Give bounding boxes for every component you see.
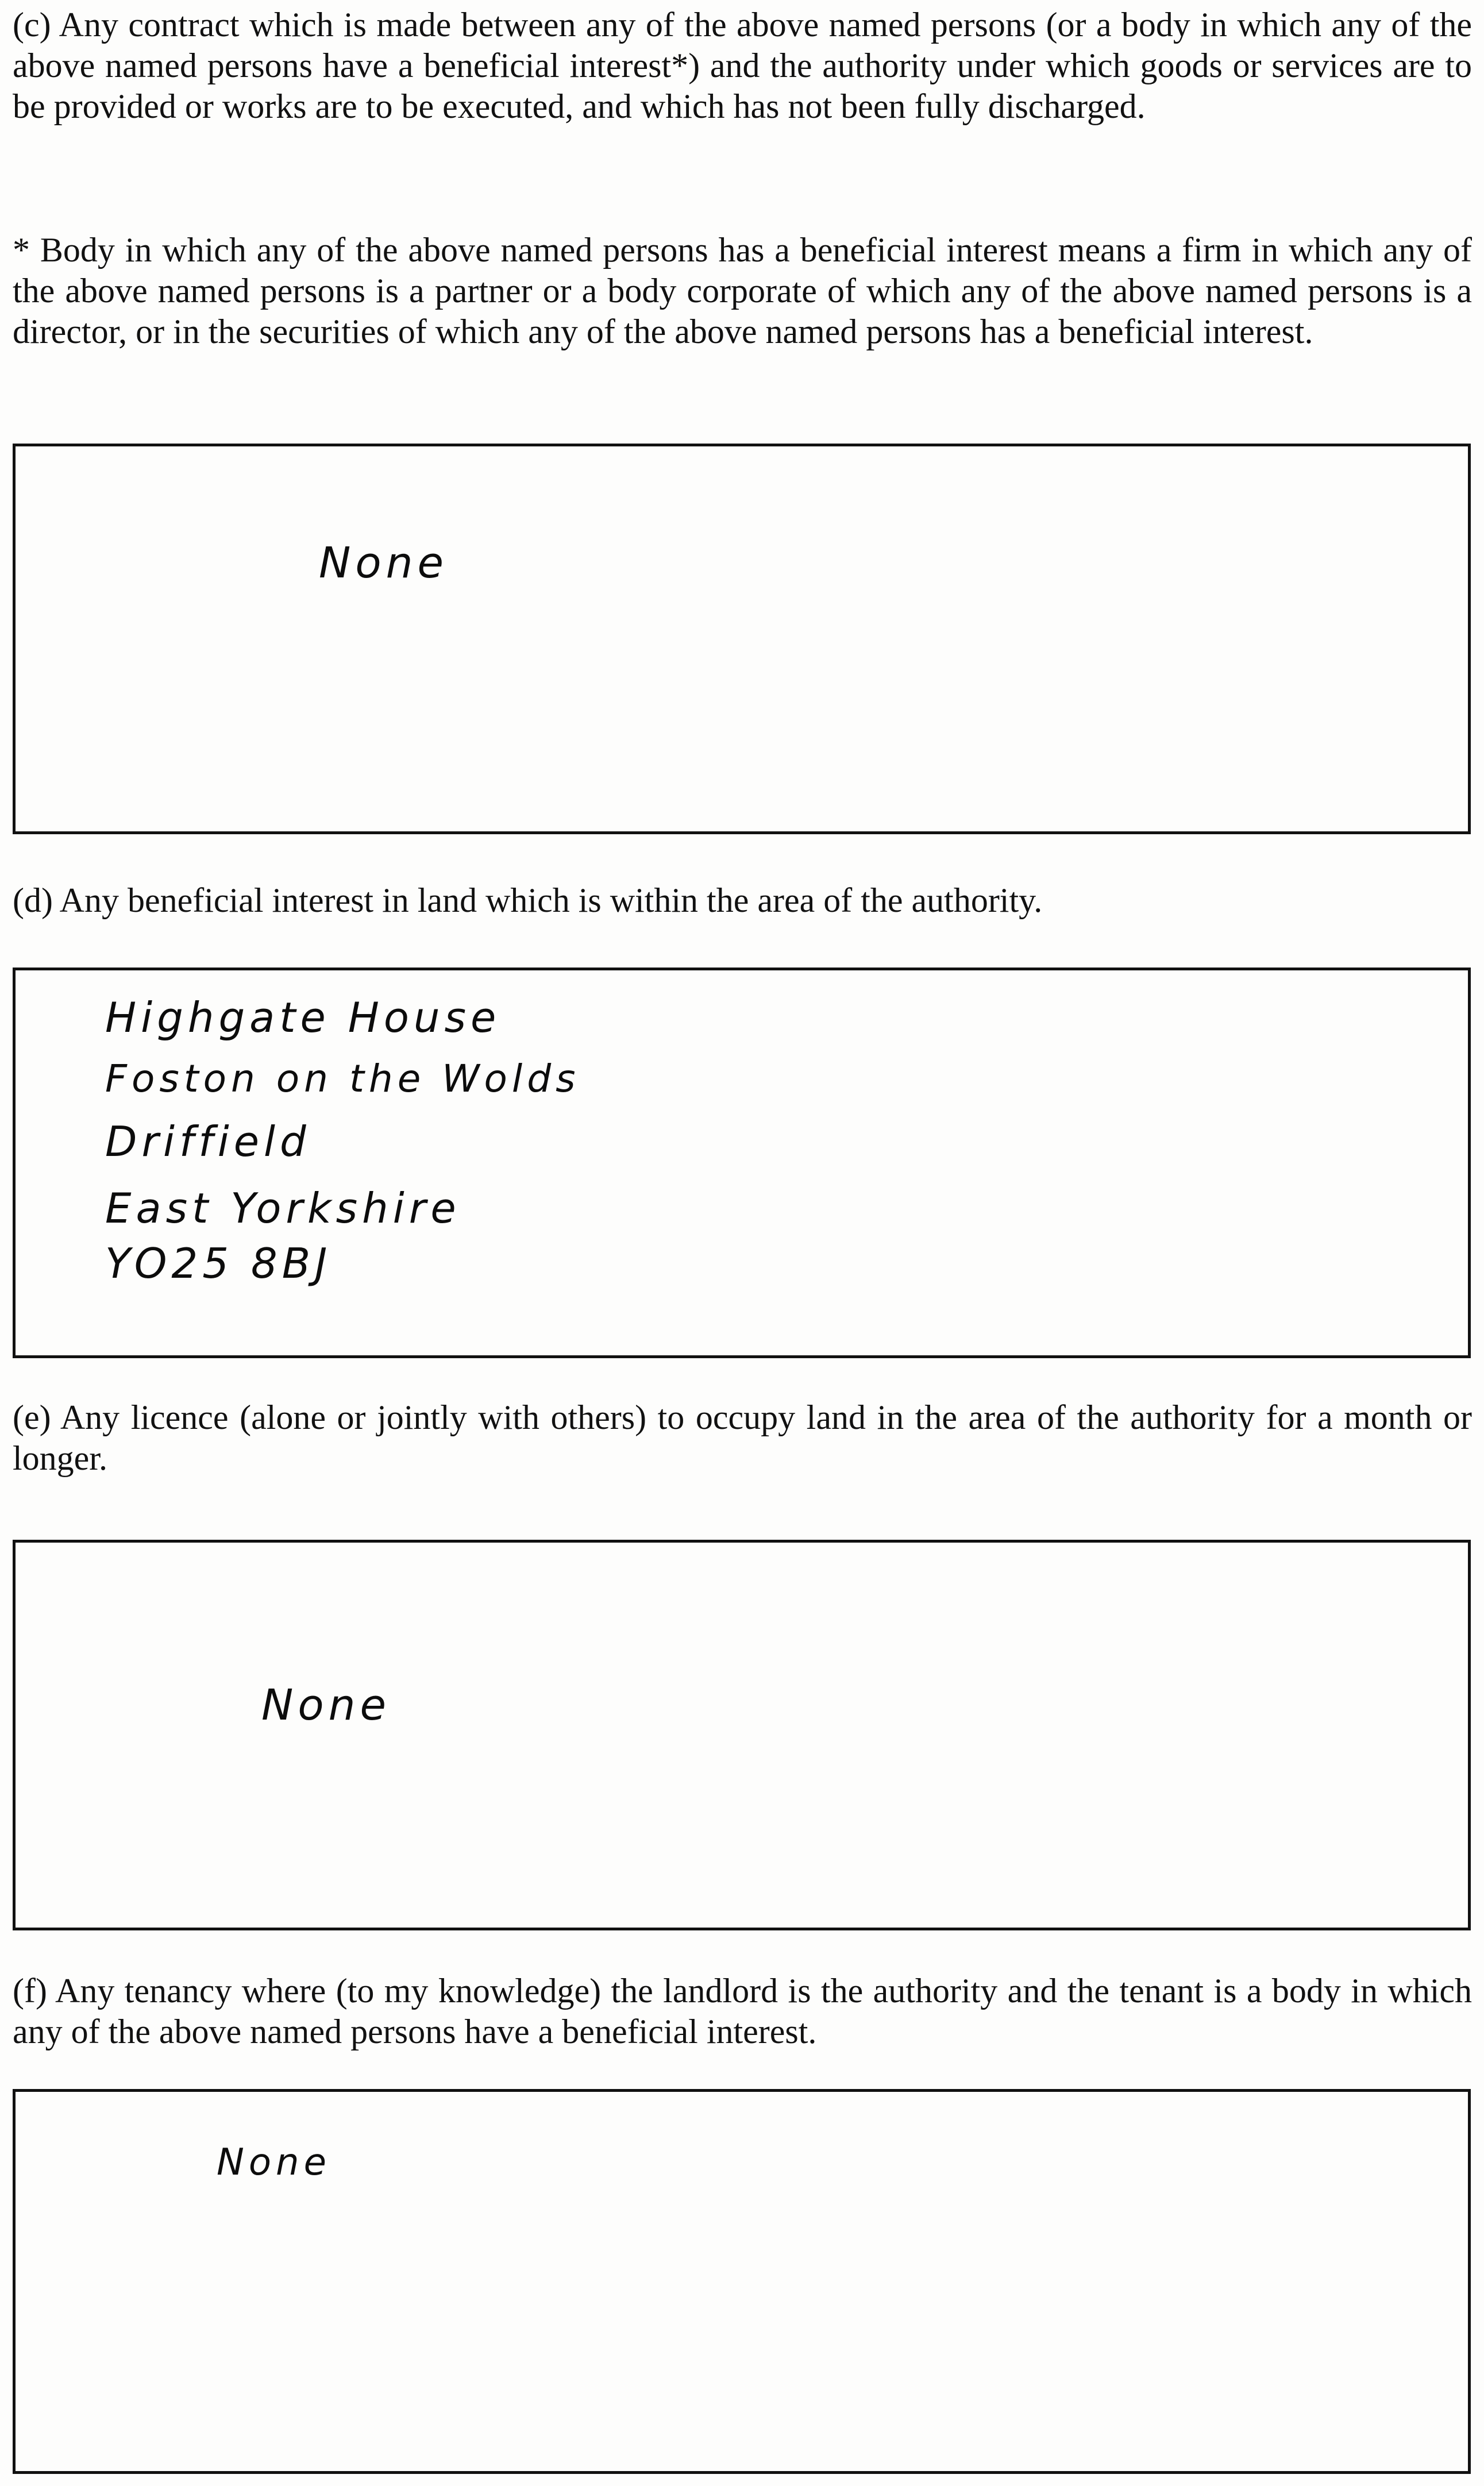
- address-line-5: YO25 8BJ: [105, 1239, 332, 1288]
- section-f-answer: None: [217, 2141, 331, 2184]
- section-c-answer: None: [319, 538, 449, 588]
- section-e-text: (e) Any licence (alone or jointly with others) to occupy land in the area of the authority for a month or longer.: [13, 1398, 1472, 1477]
- address-line-3: Driffield: [105, 1117, 311, 1166]
- beneficial-interest-footnote: * Body in which any of the above named persons has a beneficial interest means a firm in which any of the above named persons is a partner or a body corporate of which any of the above named persons is a director, or in the securities of which any of the above named persons has a beneficial interest.: [13, 231, 1472, 350]
- section-e-answer-box[interactable]: [13, 1540, 1471, 1930]
- section-e-answer: None: [261, 1681, 391, 1730]
- section-d-text: (d) Any beneficial interest in land which is within the area of the authority.: [13, 881, 1043, 919]
- section-f-answer-box[interactable]: [13, 2089, 1471, 2474]
- address-line-4: East Yorkshire: [105, 1184, 461, 1232]
- section-c-text: (c) Any contract which is made between any of the above named persons (or a body in which any of the above named persons have a beneficial interest*) and the authority under which goods or services are to be provided or works are to be executed, and which has not been fully discharged.: [13, 6, 1472, 125]
- address-line-2: Foston on the Wolds: [105, 1057, 580, 1101]
- section-f-text: (f) Any tenancy where (to my knowledge) the landlord is the authority and the tenant is a body in which any of the above named persons have a beneficial interest.: [13, 1972, 1472, 2051]
- address-line-1: Highgate House: [105, 993, 501, 1042]
- section-d-answer-box[interactable]: [13, 968, 1471, 1358]
- section-c-answer-box[interactable]: [13, 444, 1471, 834]
